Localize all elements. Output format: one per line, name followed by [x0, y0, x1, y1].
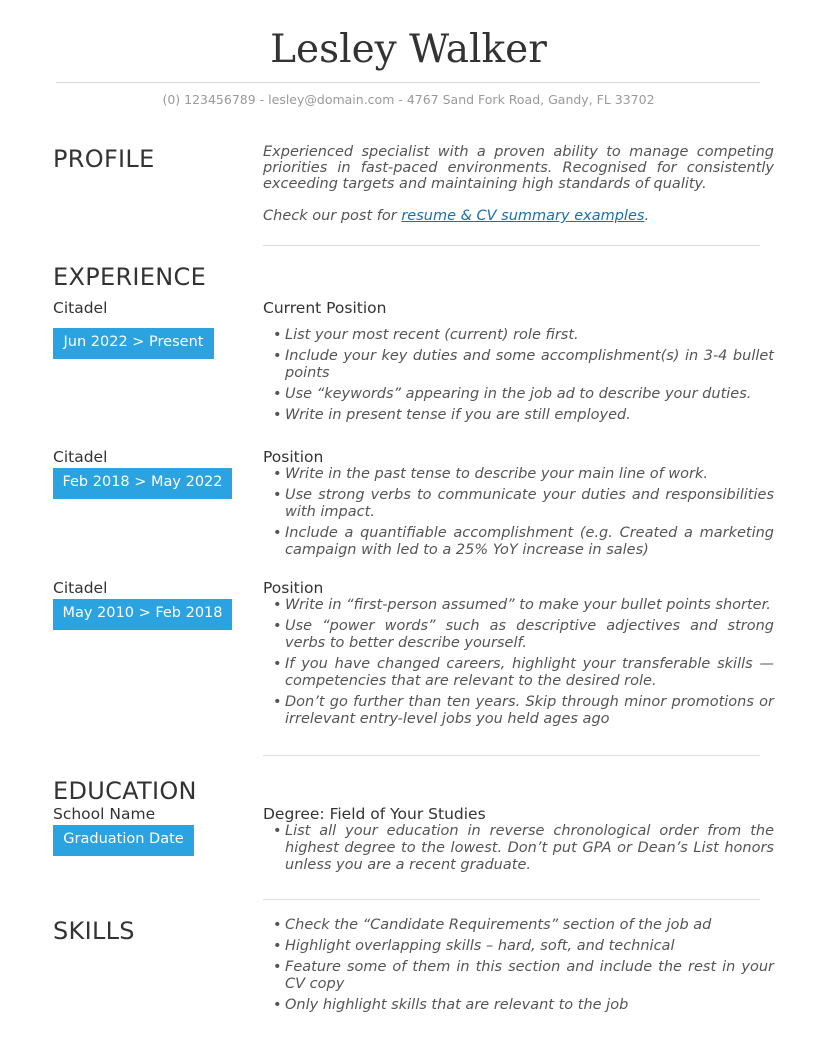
- skills-list: [273, 917, 774, 1018]
- job-duties-list: [273, 466, 774, 563]
- list-item: • Write in present tense if you are still employed.: [273, 407, 774, 424]
- job-role: Position: [263, 448, 324, 466]
- profile-body: [263, 144, 774, 224]
- degree-title: Degree: Field of Your Studies: [263, 805, 486, 823]
- section-title-skills: SKILLS: [53, 917, 135, 945]
- list-item: • Use “keywords” appearing in the job ad to describe your duties.: [273, 386, 774, 403]
- profile-summary: Experienced specialist with a proven ability to manage competing priorities in fast-paced environments. Recognised for consistently exceeding targets and maintaining high standards of quality.: [263, 144, 774, 192]
- section-title-experience: EXPERIENCE: [53, 263, 207, 291]
- job-company: Citadel: [53, 299, 108, 317]
- job-date-badge: May 2010 > Feb 2018: [53, 599, 232, 630]
- list-item: • If you have changed careers, highlight your transferable skills — competencies that are relevant to the desired role.: [273, 656, 774, 690]
- job-duties-list: [273, 327, 774, 428]
- list-item: • Include your key duties and some accomplishment(s) in 3-4 bullet points: [273, 348, 774, 382]
- contact-line: (0) 123456789 - lesley@domain.com - 4767 Sand Fork Road, Gandy, FL 33702: [162, 92, 655, 107]
- school-name: School Name: [53, 805, 156, 823]
- summary-examples-link[interactable]: resume & CV summary examples: [401, 208, 645, 224]
- divider-profile: [263, 245, 760, 246]
- list-item: • Feature some of them in this section and include the rest in your CV copy: [273, 959, 774, 993]
- divider-experience: [263, 755, 760, 756]
- post-suffix: .: [644, 208, 650, 224]
- profile-post-note: [263, 208, 774, 224]
- section-title-education: EDUCATION: [53, 777, 197, 805]
- job-duties-list: [273, 597, 774, 732]
- job-company: Citadel: [53, 448, 108, 466]
- list-item: • Check the “Candidate Requirements” section of the job ad: [273, 917, 774, 934]
- header-divider: [56, 82, 760, 83]
- job-date-badge: Feb 2018 > May 2022: [53, 468, 232, 499]
- list-item: • Highlight overlapping skills – hard, soft, and technical: [273, 938, 774, 955]
- list-item: • Write in the past tense to describe your main line of work.: [273, 466, 774, 483]
- job-role: Current Position: [263, 299, 387, 317]
- job-date-badge: Jun 2022 > Present: [53, 328, 214, 359]
- graduation-date-badge: Graduation Date: [53, 825, 194, 856]
- job-company: Citadel: [53, 579, 108, 597]
- job-role: Position: [263, 579, 324, 597]
- list-item: • Use “power words” such as descriptive adjectives and strong verbs to better describe yourself.: [273, 618, 774, 652]
- post-prefix: Check our post for: [263, 208, 402, 224]
- list-item: • Only highlight skills that are relevant to the job: [273, 997, 774, 1014]
- section-title-profile: PROFILE: [53, 145, 155, 173]
- list-item: • List your most recent (current) role first.: [273, 327, 774, 344]
- list-item: • Include a quantifiable accomplishment (e.g. Created a marketing campaign with led to a 25% YoY increase in sales): [273, 525, 774, 559]
- divider-education: [263, 899, 760, 900]
- list-item: • List all your education in reverse chronological order from the highest degree to the lowest. Don’t put GPA or Dean’s List honors unless you are a recent graduate.: [273, 823, 774, 874]
- candidate-name: Lesley Walker: [270, 27, 547, 72]
- list-item: • Use strong verbs to communicate your duties and responsibilities with impact.: [273, 487, 774, 521]
- list-item: • Don’t go further than ten years. Skip through minor promotions or irrelevant entry-level jobs you held ages ago: [273, 694, 774, 728]
- list-item: • Write in “first-person assumed” to make your bullet points shorter.: [273, 597, 774, 614]
- education-notes-list: [273, 823, 774, 878]
